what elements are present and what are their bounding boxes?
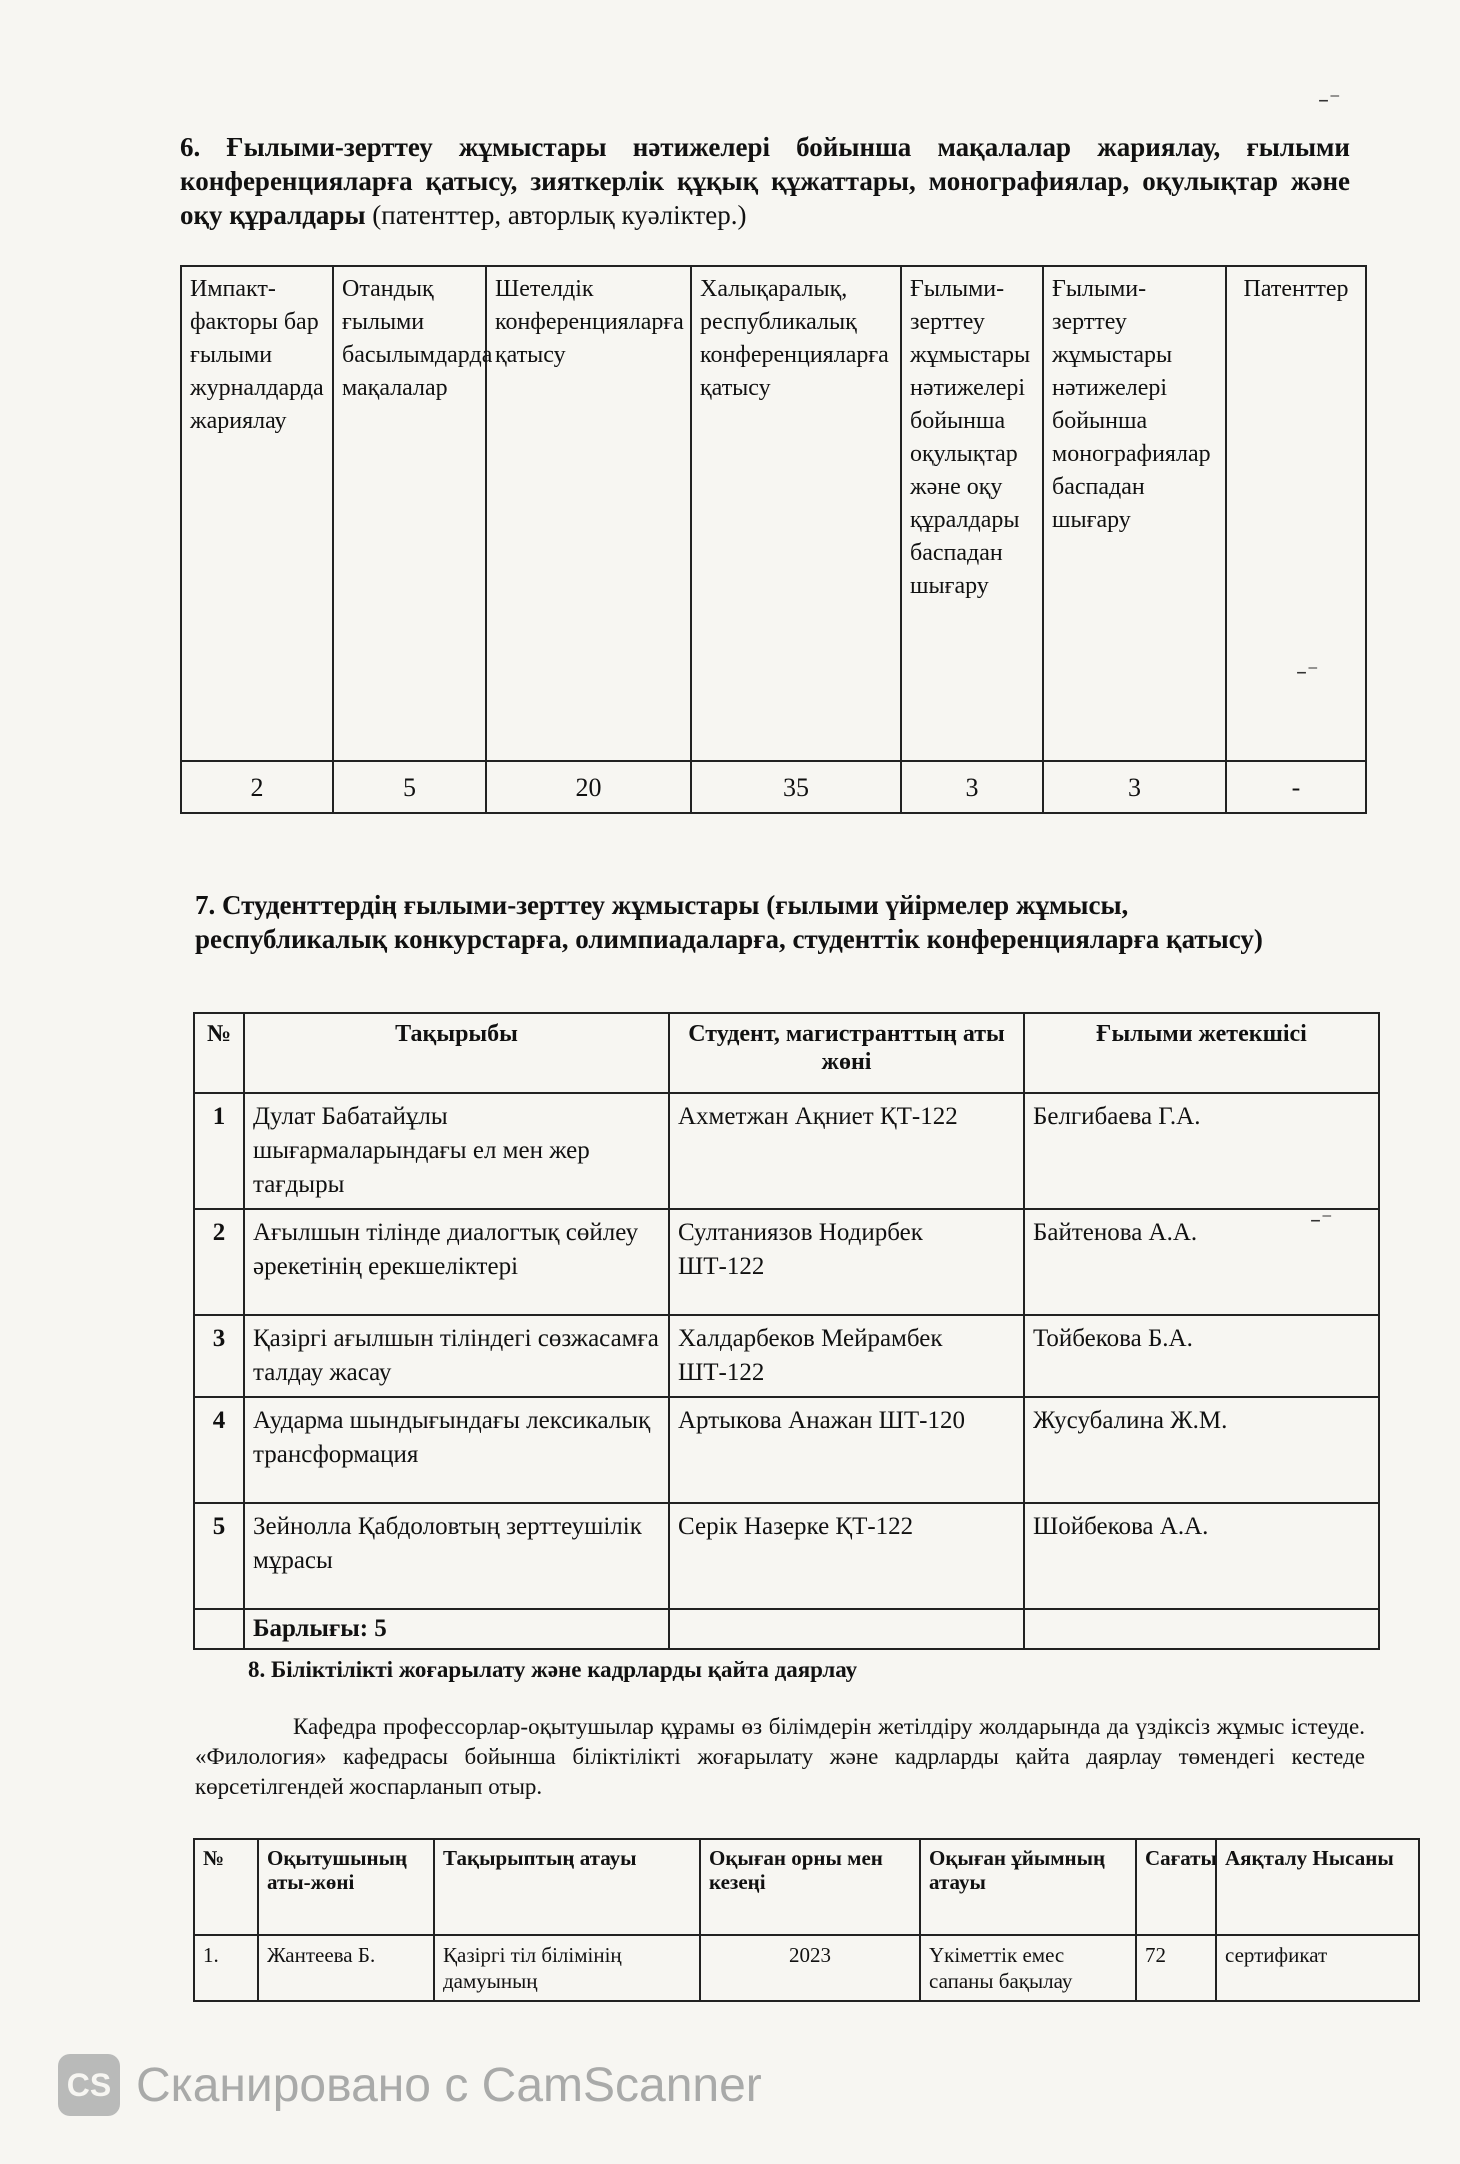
header-topic: Тақырыбы [244,1013,669,1093]
row-topic: Ағылшын тілінде диалогтық сөйлеу әрекетінің ерекшеліктері [244,1209,669,1315]
header-number: № [194,1839,258,1935]
student-research-total-row [194,1609,1379,1649]
header-domestic-articles: Отандық ғылыми басылымдарда мақалалар [333,266,486,761]
row-number: 1. [194,1935,258,2001]
header-number: № [194,1013,244,1093]
total-label: Барлығы: 5 [244,1609,669,1649]
table-row [194,1093,1379,1209]
section-6-heading [180,130,1350,232]
total-number-cell [194,1609,244,1649]
camscanner-logo-icon: CS [58,2054,120,2116]
value-impact-journals: 2 [181,761,333,813]
table-row [194,1397,1379,1503]
header-teacher-name: Оқытушының аты-жөні [258,1839,434,1935]
header-topic-title: Тақырыптың атауы [434,1839,700,1935]
row-student: Халдарбеков Мейрамбек ШТ-122 [669,1315,1024,1397]
row-topic: Зейнолла Қабдоловтың зерттеушілік мұрасы [244,1503,669,1609]
table-row [194,1209,1379,1315]
publications-table [180,265,1367,814]
table-row [194,1315,1379,1397]
header-patents: Патенттер [1226,266,1366,761]
student-research-header-row [194,1013,1379,1093]
qualification-header-row [194,1839,1419,1935]
row-supervisor: Тойбекова Б.А. [1024,1315,1379,1397]
row-teacher-name: Жантеева Б. [258,1935,434,2001]
header-international-conferences: Халықаралық, республикалық конференцияларға қатысу [691,266,901,761]
header-completion-form: Аяқталу Нысаны [1216,1839,1419,1935]
value-patents: - [1226,761,1366,813]
section-7-heading: 7. Студенттердің ғылыми-зерттеу жұмыстары (ғылыми үйірмелер жұмысы, республикалық конкурстарға, олимпиадаларға, студенттік конференцияларға қатысу) [195,890,1263,954]
row-student: Артыкова Анажан ШТ-120 [669,1397,1024,1503]
publications-values-row [181,761,1366,813]
header-textbooks: Ғылыми-зерттеу жұмыстары нәтижелері бойынша оқулықтар және оқу құралдары баспадан шығару [901,266,1043,761]
value-monographs: 3 [1043,761,1226,813]
row-number: 4 [194,1397,244,1503]
total-empty-cell [669,1609,1024,1649]
scan-artifact-mark: –⁻ [1318,88,1341,113]
scan-artifact-mark: –⁻ [1296,660,1319,685]
row-organization: Үкіметтік емес сапаны бақылау [920,1935,1136,2001]
publications-header-row [181,266,1366,761]
header-hours: Сағаты [1136,1839,1216,1935]
section-6-heading-normal: (патенттер, авторлық куәліктер.) [365,200,747,230]
row-student: Серік Назерке ҚТ-122 [669,1503,1024,1609]
row-hours: 72 [1136,1935,1216,2001]
value-textbooks: 3 [901,761,1043,813]
table-row [194,1503,1379,1609]
row-topic: Қазіргі ағылшын тіліндегі сөзжасамға талдау жасау [244,1315,669,1397]
value-domestic-articles: 5 [333,761,486,813]
value-foreign-conferences: 20 [486,761,691,813]
row-topic: Аударма шындығындағы лексикалық трансформация [244,1397,669,1503]
section-6-heading-bold: 6. Ғылыми-зерттеу жұмыстары нәтижелері бойынша мақалалар жариялау, ғылыми конференцияларға қатысу, зияткерлік құқық құжаттары, монографиялар, оқулықтар және оқу құралдары [180,132,1350,230]
section-8-heading: 8. Біліктілікті жоғарылату және кадрларды қайта даярлау [248,1657,858,1682]
section-8-paragraph: Кафедра профессорлар-оқытушылар құрамы өз білімдерін жетілдіру жолдарында да үздіксіз жұмыс істеуде. «Филология» кафедрасы бойынша біліктілікті жоғарылату және кадрларды қайта даярлау төмендегі кестеде көрсетілгендей жоспарланып отыр. [195,1714,1365,1799]
row-supervisor: Шойбекова А.А. [1024,1503,1379,1609]
qualification-table [193,1838,1420,2002]
header-monographs: Ғылыми-зерттеу жұмыстары нәтижелері бойынша монографиялар баспадан шығару [1043,266,1226,761]
header-organization: Оқыған ұйымның атауы [920,1839,1136,1935]
header-place-period: Оқыған орны мен кезеңі [700,1839,920,1935]
camscanner-watermark [58,2050,762,2120]
scan-artifact-mark: –⁻ [1310,1208,1333,1233]
row-student: Султаниязов Нодирбек ШТ-122 [669,1209,1024,1315]
student-research-table [193,1012,1380,1650]
total-empty-cell [1024,1609,1379,1649]
row-supervisor: Жусубалина Ж.М. [1024,1397,1379,1503]
row-student: Ахметжан Ақниет ҚТ-122 [669,1093,1024,1209]
header-foreign-conferences: Шетелдік конференцияларға қатысу [486,266,691,761]
camscanner-watermark-text: Сканировано с CamScanner [136,2058,762,2112]
value-international-conferences: 35 [691,761,901,813]
header-supervisor: Ғылыми жетекшісі [1024,1013,1379,1093]
header-student: Студент, магистранттың аты жөні [669,1013,1024,1093]
row-number: 3 [194,1315,244,1397]
row-number: 5 [194,1503,244,1609]
row-completion-form: сертификат [1216,1935,1419,2001]
row-supervisor: Белгибаева Г.А. [1024,1093,1379,1209]
row-place-period: 2023 [700,1935,920,2001]
table-row [194,1935,1419,2001]
row-supervisor: Байтенова А.А. [1024,1209,1379,1315]
header-impact-journals: Импакт-факторы бар ғылыми журналдарда жариялау [181,266,333,761]
row-topic: Дулат Бабатайұлы шығармаларындағы ел мен жер тағдыры [244,1093,669,1209]
row-topic-title: Қазіргі тіл білімінің дамуының [434,1935,700,2001]
row-number: 2 [194,1209,244,1315]
row-number: 1 [194,1093,244,1209]
